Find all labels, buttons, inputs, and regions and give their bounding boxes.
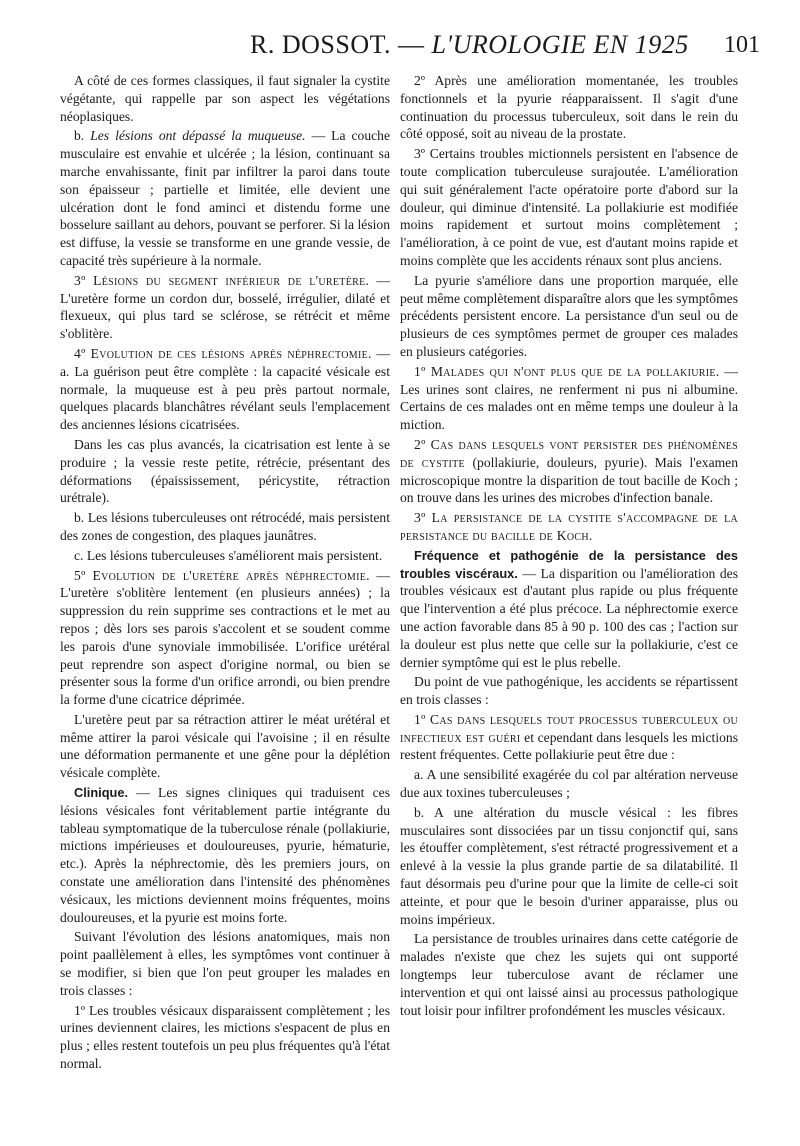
paragraph	[60, 567, 390, 709]
paragraph-text: 3º Certains troubles mictionnels persistent en l'absence de toute complication tuberculeuse surajoutée. L'amélioration qui suit généralement l'acte opératoire porte d'abord sur la douleur, qui diminue d'intensité. La pollakiurie est modifiée moins rapidement et surtout moins complètement ; l'amélioration, à ce point de vue, est d'autant moins rapide et moins complète que les accidents rénaux sont plus anciens.	[400, 146, 738, 268]
paragraph-text: Dans les cas plus avancés, la cicatrisation est lente à se produire ; la vessie reste petite, rétrécie, présentant des déformations (épaississement, péricystite, rétraction urétrale).	[60, 436, 390, 506]
section-heading-bold: Clinique.	[74, 785, 129, 801]
paragraph	[60, 928, 390, 999]
paragraph	[400, 766, 738, 802]
section-heading: 2º Cas dans lesquels vont persister des phénomènes de cystite	[400, 436, 738, 470]
paragraph-text: — Les signes cliniques qui traduisent ces lésions vésicales font véritablement partie intégrante du tableau symptomatique de la tuberculose rénale (pollakiurie, mictions impérieuses et douloureuses, pyurie, hématurie, etc.). Après la néphrectomie, dès les premiers jours, on constate une amélioration dans l'intensité des phénomènes vésicaux, les mictions deviennent moins fréquentes, moins douloureuses, et la pyurie est moins forte.	[60, 785, 390, 925]
paragraph	[400, 363, 738, 434]
paragraph-text: — L'uretère forme un cordon dur, bosselé, irrégulier, dilaté et flexueux, qui plus tard se sclérose, se rétrécit et même s'oblitère.	[60, 272, 390, 342]
running-header	[60, 30, 760, 70]
paragraph-text: — Les urines sont claires, ne renferment ni pus ni albumine. Certains de ces malades ont en même temps une douleur à la miction.	[400, 363, 738, 433]
paragraph-text: La persistance de troubles urinaires dans cette catégorie de malades n'existe que chez les sujets qui ont supporté longtemps leur tuberculose avant de réclamer une intervention et qui ont laissé ainsi au processus pathologique tout loisir pour infiltrer profondément les muscles vésicaux.	[400, 931, 738, 1018]
paragraph-text: L'uretère peut par sa rétraction attirer le méat urétéral et même attirer la paroi vésicale qui l'avoisine ; il en résulte une déformation permanente et une gêne pour la déplétion vésicale complète.	[60, 711, 390, 781]
right-column	[400, 72, 738, 1019]
paragraph-text: — La disparition ou l'amélioration des troubles vésicaux est d'autant plus rapide ou plus fréquente que l'intervention a été plus précoce. La néphrectomie exerce une action favorable dans 85 à 90 p. 100 des cas ; l'action sur la douleur est plus nette que celle sur la pollakiurie, c'est ce dernier symptôme qui est le plus rebelle.	[400, 565, 738, 670]
paragraph-text: 1º Les troubles vésicaux disparaissent complètement ; les urines deviennent claires, les mictions s'espacent de plus en plus ; elles restent toutefois un peu plus fréquentes qu'à l'état normal.	[60, 1002, 390, 1072]
paragraph-text: b. Les lésions tuberculeuses ont rétrocédé, mais persistent des zones de congestion, des plaques jaunâtres.	[60, 510, 390, 543]
paragraph-text: — La couche musculaire est envahie et ulcérée ; la lésion, continuant sa marche envahissante, finit par infiltrer la paroi dans toute son épaisseur ; partielle et limitée, elle devient une ulcération dont le fond aminci et distendu forme une bosselure saillant au dehors, pouvant se perforer. Si la lésion est diffuse, la vessie se transforme en une grande vessie, de capacité très supérieure à la normale.	[60, 128, 390, 268]
header-dash: —	[391, 30, 432, 59]
paragraph	[400, 673, 738, 709]
section-heading: 1º Cas dans lesquels tout processus tuberculeux ou infectieux est guéri	[400, 711, 738, 745]
paragraph	[60, 509, 390, 545]
paragraph-text: c. Les lésions tuberculeuses s'améliorent mais persistent.	[74, 547, 383, 563]
section-heading: 3º Lésions du segment inférieur de l'uretère.	[74, 272, 370, 288]
section-heading: 1º Malades qui n'ont plus que de la pollakiurie.	[414, 363, 720, 379]
paragraph	[60, 784, 390, 926]
paragraph	[400, 436, 738, 507]
paragraph	[60, 436, 390, 507]
paragraph	[60, 272, 390, 343]
paragraph	[60, 72, 390, 125]
paragraph-text: Suivant l'évolution des lésions anatomiques, mais non point paallèlement à elles, les symptômes vont continuer à se modifier, si bien que l'on peut grouper les malades en trois classes :	[60, 929, 390, 998]
paragraph-text: A côté de ces formes classiques, il faut signaler la cystite végétante, qui rappelle par son aspect les végétations néoplasiques.	[60, 73, 390, 124]
running-title	[250, 30, 689, 60]
paragraph	[60, 547, 390, 565]
section-heading: 5º Evolution de l'uretère après néphrectomie.	[74, 567, 370, 583]
paragraph-text: a. A une sensibilité exagérée du col par altération nerveuse due aux toxines tuberculeuses ;	[400, 767, 738, 801]
paragraph-text: (pollakiurie, douleurs, pyurie). Mais l'examen microscopique montre la disparition de tout bacille de Koch ; on trouve dans les urines des microbes d'infection banale.	[400, 454, 739, 506]
paragraph	[60, 127, 390, 269]
paragraph	[400, 509, 738, 545]
page-number: 101	[724, 32, 760, 58]
paragraph	[400, 804, 738, 929]
paragraph-text: et cependant dans lesquels les mictions restent fréquentes. Cette pollakiurie peut être due :	[400, 729, 738, 763]
paragraph-text: — a. La guérison peut être complète : la capacité vésicale est normale, la muqueuse est à peu près partout normale, quelques placards blanchâtres révélant seuls l'emplacement des anciennes lésions cicatrisées.	[60, 345, 390, 433]
paragraph	[60, 711, 390, 782]
paragraph-text: b. A une altération du muscle vésical : les fibres musculaires sont dissociées par un tissu conjonctif qui, sans les étouffer complètement, s'est rétracté progressivement et a enlevé à la vessie la plus grande partie de sa dilatabilité. Il faut désormais peu d'urine pour que la limite de celle-ci soit atteinte, et pour que le besoin d'uriner apparaisse, plus ou moins impérieux.	[400, 804, 738, 927]
paragraph	[400, 272, 738, 361]
section-heading-bold: Fréquence et pathogénie de la persistance des troubles viscéraux.	[400, 547, 738, 581]
paragraph	[400, 547, 738, 672]
section-heading: 4º Evolution de ces lésions après néphrectomie.	[74, 345, 372, 361]
section-heading: 3º La persistance de la cystite s'accompagne de la persistance du bacille de Koch.	[400, 510, 738, 543]
paragraph	[400, 930, 738, 1019]
paragraph	[60, 345, 390, 434]
paragraph-text: 2º Après une amélioration momentanée, les troubles fonctionnels et la pyurie réapparaissent. Il s'agit d'une continuation du processus tuberculeux, soit dans le rein du côté opposé, soit au niveau de la prostate.	[400, 73, 738, 142]
author-name: R. DOSSOT.	[250, 30, 392, 59]
paragraph	[400, 711, 738, 764]
paragraph-lead: b.	[74, 128, 91, 144]
paragraph	[400, 145, 738, 270]
paragraph	[400, 72, 738, 143]
paragraph-text: Du point de vue pathogénique, les accidents se répartissent en trois classes :	[400, 674, 738, 708]
paragraph-lead-italic: Les lésions ont dépassé la muqueuse.	[90, 128, 306, 144]
left-column	[60, 72, 390, 1073]
paragraph-text: — L'uretère s'oblitère lentement (en plusieurs années) ; la suppression du rein supprime ses contractions et le met au repos ; dès lors ses parois s'accolent et se soudent comme les parois d'une synoviale immobilisée. L'orifice urétéral peut reprendre son aspect d'origine normal, ou bien se présenter sous la forme d'un orifice arrondi, ou bien prendre la forme d'une cicatrice déprimée.	[60, 567, 390, 708]
paragraph-text: La pyurie s'améliore dans une proportion marquée, elle peut même complètement disparaître alors que les symptômes précédents persistent encore. La persistance d'un seul ou de plusieurs de ces symptômes permet de grouper ces malades en plusieurs catégories.	[400, 272, 738, 359]
journal-title: L'UROLOGIE EN 1925	[431, 30, 689, 59]
paragraph	[60, 1002, 390, 1073]
